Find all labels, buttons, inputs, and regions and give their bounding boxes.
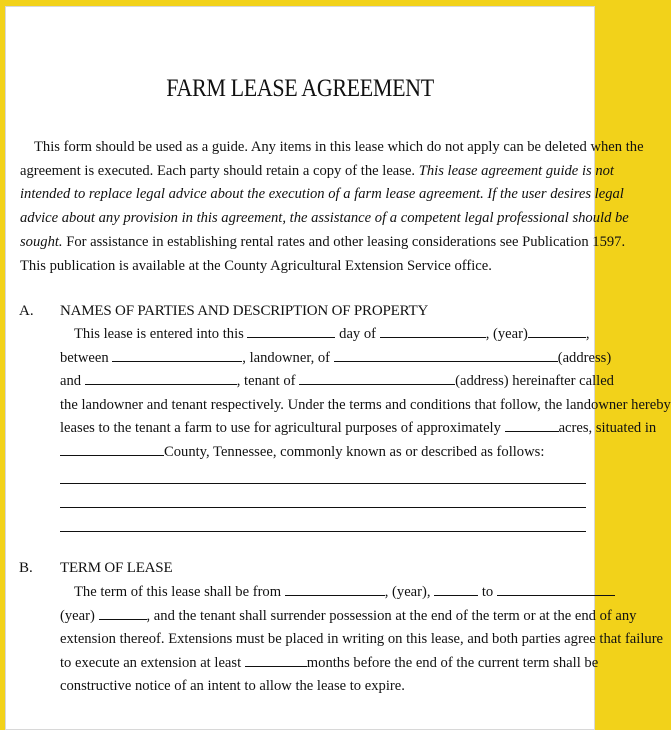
property-description-line-2[interactable] xyxy=(60,507,586,508)
intro-italic-text: sought. xyxy=(20,233,63,250)
section-b-letter: B. xyxy=(19,560,33,576)
text: , and the tenant shall surrender possession at the end of the term or at the end of any xyxy=(146,607,637,624)
acres-blank[interactable] xyxy=(505,417,559,432)
term-start-blank[interactable] xyxy=(285,581,385,596)
section-a-line-1 xyxy=(60,323,590,347)
text: between xyxy=(60,349,109,366)
section-a-line-3 xyxy=(60,370,614,394)
property-description-line-1[interactable] xyxy=(60,483,586,484)
text: and xyxy=(60,373,82,389)
landowner-name-blank[interactable] xyxy=(112,347,242,362)
property-description-line-3[interactable] xyxy=(60,531,586,532)
intro-line-6: This publication is available at the County Agricultural Extension Service office. xyxy=(20,257,492,274)
section-a-line-5 xyxy=(60,417,657,441)
text: County, Tennessee, commonly known as or described as follows: xyxy=(164,443,545,460)
intro-line-5 xyxy=(20,231,626,255)
text: (year) xyxy=(60,607,95,624)
day-blank[interactable] xyxy=(247,323,335,338)
tenant-name-blank[interactable] xyxy=(85,370,237,385)
document-title: FARM LEASE AGREEMENT xyxy=(166,75,434,102)
landowner-address-blank[interactable] xyxy=(334,347,558,362)
text: , (year) xyxy=(485,326,528,342)
section-a-line-2 xyxy=(60,347,612,371)
section-b-line-2 xyxy=(60,605,637,629)
document-page xyxy=(5,6,671,730)
section-a-letter: A. xyxy=(19,303,34,319)
text: to xyxy=(481,584,494,600)
text: months before the end of the current term shall be xyxy=(306,654,599,671)
county-blank[interactable] xyxy=(60,441,164,456)
section-a-heading: NAMES OF PARTIES AND DESCRIPTION OF PROPERTY xyxy=(60,303,429,319)
text: to execute an extension at least xyxy=(60,654,242,671)
section-a-body xyxy=(60,323,671,464)
months-blank[interactable] xyxy=(245,652,307,667)
intro-paragraph xyxy=(20,136,644,278)
section-b-body xyxy=(60,581,664,699)
year-blank[interactable] xyxy=(528,323,586,338)
text: acres, situated in xyxy=(558,420,657,436)
tenant-address-blank[interactable] xyxy=(299,370,455,385)
intro-line-3: intended to replace legal advice about the execution of a farm lease agreement. If the user desires legal xyxy=(20,186,624,203)
term-end-blank[interactable] xyxy=(497,581,615,596)
intro-line-4: advice about any provision in this agreement, the assistance of a competent legal professional should be xyxy=(20,210,629,227)
section-a-line-4: the landowner and tenant respectively. Under the terms and conditions that follow, the landowner hereby xyxy=(60,396,671,413)
text: leases to the tenant a farm to use for agricultural purposes of approximately xyxy=(60,420,501,436)
intro-line-2 xyxy=(20,160,614,184)
section-a-line-6 xyxy=(60,441,590,465)
month-blank[interactable] xyxy=(380,323,486,338)
text: The term of this lease shall be from xyxy=(74,584,282,600)
text: This lease is entered into this xyxy=(74,326,244,342)
text: , (year), xyxy=(384,584,431,600)
section-b-line-4 xyxy=(60,652,599,676)
intro-line-1: This form should be used as a guide. Any items in this lease which do not apply can be deleted when the xyxy=(34,139,644,155)
text: , xyxy=(585,326,590,342)
text: (address) xyxy=(557,349,612,366)
term-start-year-blank[interactable] xyxy=(434,581,478,596)
intro-text: agreement is executed. Each party should retain a copy of the lease. xyxy=(20,162,419,179)
term-end-year-blank[interactable] xyxy=(99,605,147,620)
section-b-line-1 xyxy=(60,581,590,605)
section-b-line-3: extension thereof. Extensions must be placed in writing on this lease, and both parties agree that failure xyxy=(60,631,664,647)
text: , landowner, of xyxy=(242,349,331,366)
section-b-heading: TERM OF LEASE xyxy=(60,560,173,576)
section-b-line-5: constructive notice of an intent to allow the lease to expire. xyxy=(60,678,405,694)
text: day of xyxy=(339,326,377,342)
text: , tenant of xyxy=(236,373,296,389)
text: (address) hereinafter called xyxy=(455,373,614,389)
intro-italic-text: This lease agreement guide is not xyxy=(418,162,614,179)
intro-text: For assistance in establishing rental rates and other leasing considerations see Publication 1597. xyxy=(62,233,626,250)
